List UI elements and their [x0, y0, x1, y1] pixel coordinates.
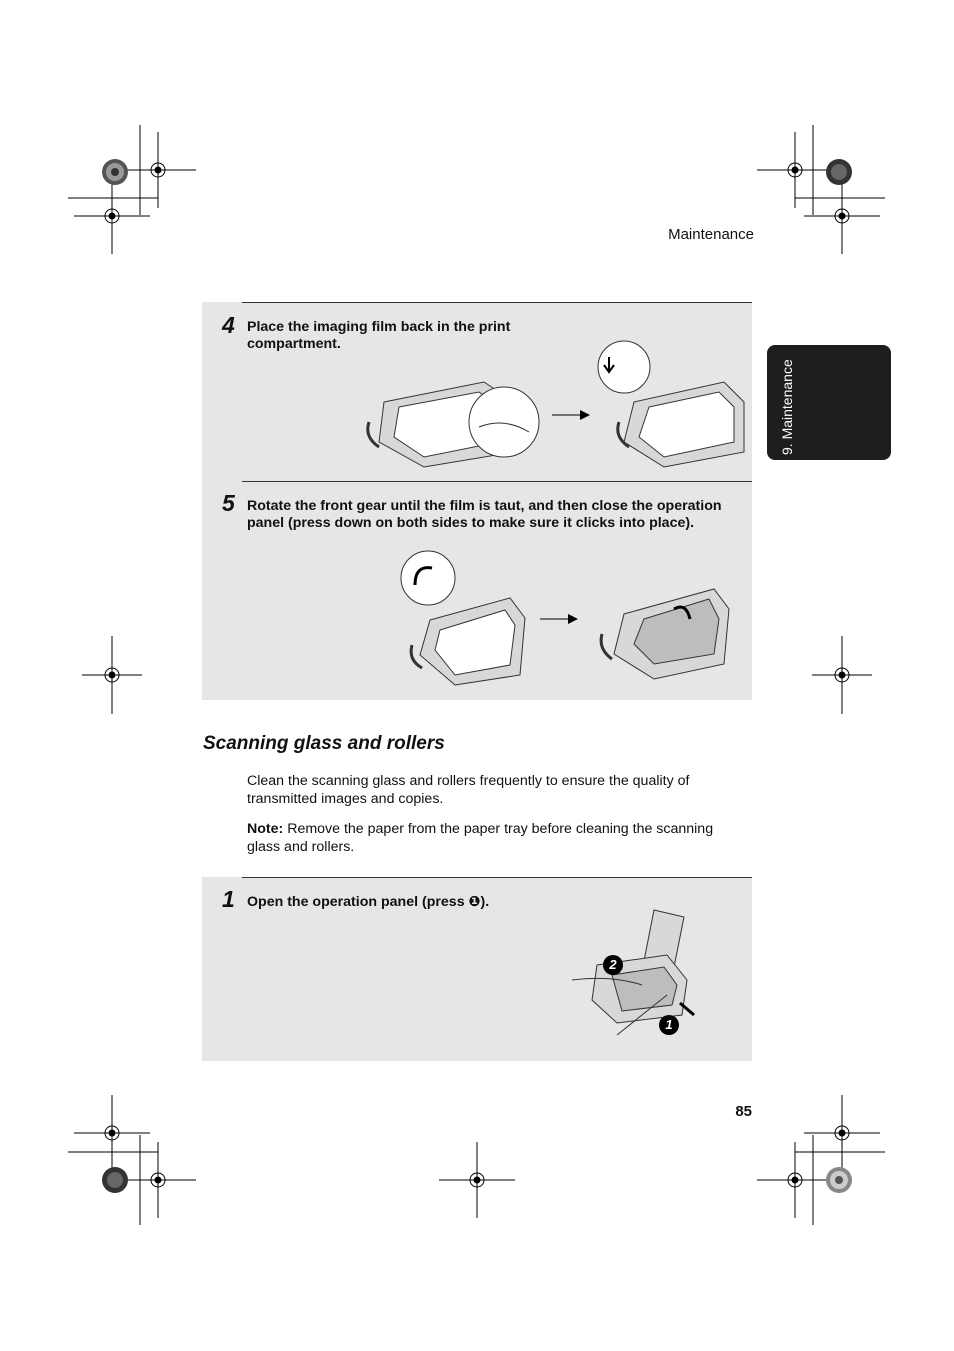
chapter-tab-label: 9. Maintenance [779, 359, 795, 455]
step-text: Open the operation panel (press ❶). [247, 894, 490, 910]
steps-panel-bottom [202, 877, 752, 1061]
step-text: Place the imaging film back in the print compartment. [247, 319, 511, 352]
steps-panel-top [202, 302, 752, 700]
step-number: 1 [222, 886, 235, 912]
fax-open-film-illustration [364, 362, 544, 472]
running-header: Maintenance [668, 226, 754, 243]
page-number: 85 [735, 1103, 752, 1120]
arrow-right-icon [552, 408, 592, 422]
fax-film-inserted-illustration [594, 342, 754, 472]
callout-2-badge: 2 [603, 955, 623, 975]
fax-open-panel-illustration [572, 905, 702, 1040]
step-number: 5 [222, 490, 235, 516]
chapter-tab [767, 345, 891, 460]
step-divider [242, 302, 752, 303]
step-text: Rotate the front gear until the film is taut, and then close the operation panel (press down on both sides to make sure it clicks into place). [247, 498, 722, 531]
callout-1-badge: 1 [659, 1015, 679, 1035]
fax-close-panel-illustration [594, 574, 734, 684]
step-number: 4 [222, 312, 235, 338]
step-divider [242, 877, 752, 878]
section-title: Scanning glass and rollers [203, 733, 445, 754]
arrow-right-icon [540, 612, 580, 626]
note-label: Note: [247, 821, 284, 837]
intro-paragraph: Clean the scanning glass and rollers frequently to ensure the quality of transmitted images and copies. [247, 773, 690, 807]
fax-rotate-gear-illustration [400, 550, 530, 690]
note-paragraph: Note: Remove the paper from the paper tray before cleaning the scanning glass and rollers. [247, 821, 714, 855]
step-divider [242, 481, 752, 482]
